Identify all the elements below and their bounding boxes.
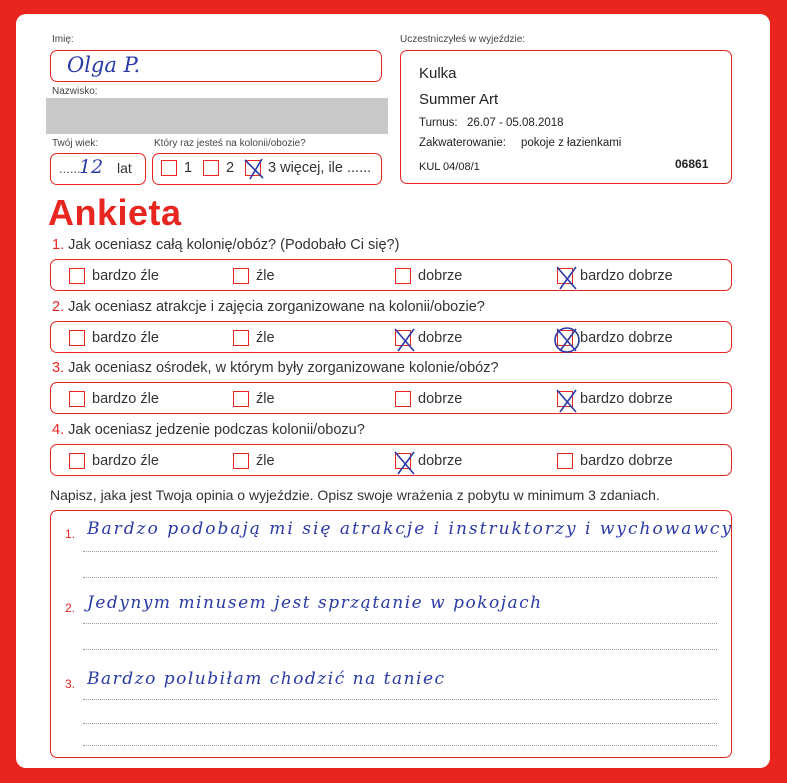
checkbox-checked[interactable] xyxy=(557,330,573,346)
rating-option[interactable] xyxy=(233,391,275,407)
question-text: Jak oceniasz ośrodek, w którym były zorganizowane kolonie/obóz? xyxy=(68,360,499,376)
check-mark-icon xyxy=(554,327,580,353)
writing-line xyxy=(83,551,717,552)
surname-redacted xyxy=(46,98,388,134)
answer-row-1 xyxy=(50,259,732,291)
name-value: Olga P. xyxy=(67,53,141,77)
rating-option[interactable] xyxy=(557,391,673,407)
trip-code: KUL 04/08/1 xyxy=(419,161,480,173)
trip-camp: Kulka xyxy=(419,65,457,82)
question-1 xyxy=(52,237,399,253)
writing-line xyxy=(83,623,717,624)
times-option-1[interactable] xyxy=(161,160,192,176)
rating-option[interactable] xyxy=(233,268,275,284)
times-option-label: 1 xyxy=(184,160,193,176)
rating-label: źle xyxy=(256,391,275,407)
rating-label: źle xyxy=(256,268,275,284)
rating-label: dobrze xyxy=(418,268,463,284)
rating-label: bardzo źle xyxy=(92,391,159,407)
age-label: Twój wiek: xyxy=(52,138,99,149)
answer-row-3 xyxy=(50,382,732,414)
trip-lodging-value: pokoje z łazienkami xyxy=(521,137,622,149)
rating-label: dobrze xyxy=(418,330,463,346)
times-option-2[interactable] xyxy=(203,160,234,176)
age-suffix: lat xyxy=(117,160,132,176)
rating-option[interactable] xyxy=(69,330,159,346)
survey-sheet xyxy=(16,14,770,768)
checkbox[interactable] xyxy=(161,160,177,176)
question-2 xyxy=(52,299,485,315)
checkbox[interactable] xyxy=(69,391,85,407)
question-number: 4. xyxy=(52,422,65,438)
rating-label: bardzo dobrze xyxy=(580,330,673,346)
answer-number: 2. xyxy=(65,601,76,615)
name-label: Imię: xyxy=(52,34,74,45)
rating-label: źle xyxy=(256,453,275,469)
checkbox-crossed-out[interactable] xyxy=(395,330,411,346)
checkbox-checked[interactable] xyxy=(557,268,573,284)
question-number: 2. xyxy=(52,299,65,315)
trip-turnus-value: 26.07 - 05.08.2018 xyxy=(467,117,564,129)
times-field[interactable] xyxy=(152,153,382,185)
question-4 xyxy=(52,422,365,438)
rating-label: bardzo dobrze xyxy=(580,268,673,284)
answer-row-2 xyxy=(50,321,732,353)
checkbox-checked[interactable] xyxy=(245,160,261,176)
checkbox[interactable] xyxy=(203,160,219,176)
rating-option[interactable] xyxy=(395,453,462,469)
rating-label: dobrze xyxy=(418,391,463,407)
opinion-box[interactable] xyxy=(50,510,732,758)
rating-option[interactable] xyxy=(557,268,673,284)
rating-option[interactable] xyxy=(395,391,462,407)
checkbox[interactable] xyxy=(233,330,249,346)
surname-label: Nazwisko: xyxy=(52,86,98,97)
rating-option[interactable] xyxy=(395,330,462,346)
trip-turnus-label: Turnus: xyxy=(419,117,458,129)
rating-option[interactable] xyxy=(233,453,275,469)
rating-option[interactable] xyxy=(69,453,159,469)
answer-number: 3. xyxy=(65,677,76,691)
rating-option[interactable] xyxy=(557,453,673,469)
age-field[interactable] xyxy=(50,153,146,185)
checkbox[interactable] xyxy=(69,330,85,346)
age-value: 12 xyxy=(79,156,104,178)
writing-line xyxy=(83,699,717,700)
trip-lodging-label: Zakwaterowanie: xyxy=(419,137,506,149)
writing-line xyxy=(83,649,717,650)
times-option-label: 2 xyxy=(226,160,235,176)
check-mark-icon xyxy=(392,450,418,476)
checkbox[interactable] xyxy=(395,391,411,407)
rating-label: bardzo źle xyxy=(92,268,159,284)
answer-text: Bardzo podobają mi się atrakcje i instruktorzy i wychowawcy xyxy=(87,519,734,539)
trip-label: Uczestniczyłeś w wyjeździe: xyxy=(400,34,526,45)
checkbox[interactable] xyxy=(69,268,85,284)
opinion-prompt: Napisz, jaka jest Twoja opinia o wyjeździe. Opisz swoje wrażenia z pobytu w minimum 3 zdaniach. xyxy=(50,487,660,503)
rating-label: bardzo źle xyxy=(92,453,159,469)
checkbox[interactable] xyxy=(395,268,411,284)
rating-label: bardzo dobrze xyxy=(580,391,673,407)
answer-text: Jedynym minusem jest sprzątanie w pokojach xyxy=(87,593,543,613)
trip-program: Summer Art xyxy=(419,91,499,108)
rating-label: dobrze xyxy=(418,453,463,469)
answer-number: 1. xyxy=(65,527,76,541)
check-mark-icon xyxy=(392,327,418,353)
check-mark-icon xyxy=(554,388,580,414)
rating-option[interactable] xyxy=(395,268,462,284)
rating-option[interactable] xyxy=(69,268,159,284)
checkbox[interactable] xyxy=(557,453,573,469)
times-option-label: 3 więcej, ile ...... xyxy=(268,160,372,176)
question-text: Jak oceniasz atrakcje i zajęcia zorganizowane na kolonii/obozie? xyxy=(68,299,485,315)
question-text: Jak oceniasz całą kolonię/obóz? (Podobało Ci się?) xyxy=(68,237,400,253)
name-field[interactable] xyxy=(50,50,382,82)
rating-label: bardzo dobrze xyxy=(580,453,673,469)
writing-line xyxy=(83,745,717,746)
age-dots: ...... xyxy=(59,161,81,176)
rating-label: bardzo źle xyxy=(92,330,159,346)
question-text: Jak oceniasz jedzenie podczas kolonii/obozu? xyxy=(68,422,365,438)
times-label: Który raz jesteś na kolonii/obozie? xyxy=(154,138,306,149)
question-number: 3. xyxy=(52,360,65,376)
question-3 xyxy=(52,360,499,376)
checkbox[interactable] xyxy=(233,268,249,284)
checkbox[interactable] xyxy=(233,453,249,469)
rating-option[interactable] xyxy=(69,391,159,407)
checkbox[interactable] xyxy=(69,453,85,469)
answer-row-4 xyxy=(50,444,732,476)
trip-number: 06861 xyxy=(675,157,709,171)
question-number: 1. xyxy=(52,237,65,253)
rating-label: źle xyxy=(256,330,275,346)
checkbox-checked[interactable] xyxy=(557,391,573,407)
writing-line xyxy=(83,723,717,724)
answer-text: Bardzo polubiłam chodzić na taniec xyxy=(87,669,446,689)
rating-option[interactable] xyxy=(233,330,275,346)
check-mark-icon xyxy=(242,157,266,181)
survey-title: Ankieta xyxy=(48,192,182,233)
checkbox-checked[interactable] xyxy=(395,453,411,469)
times-option-3[interactable] xyxy=(245,160,371,176)
writing-line xyxy=(83,577,717,578)
check-mark-icon xyxy=(554,265,580,291)
rating-option[interactable] xyxy=(557,330,673,346)
trip-card xyxy=(400,50,732,184)
checkbox[interactable] xyxy=(233,391,249,407)
